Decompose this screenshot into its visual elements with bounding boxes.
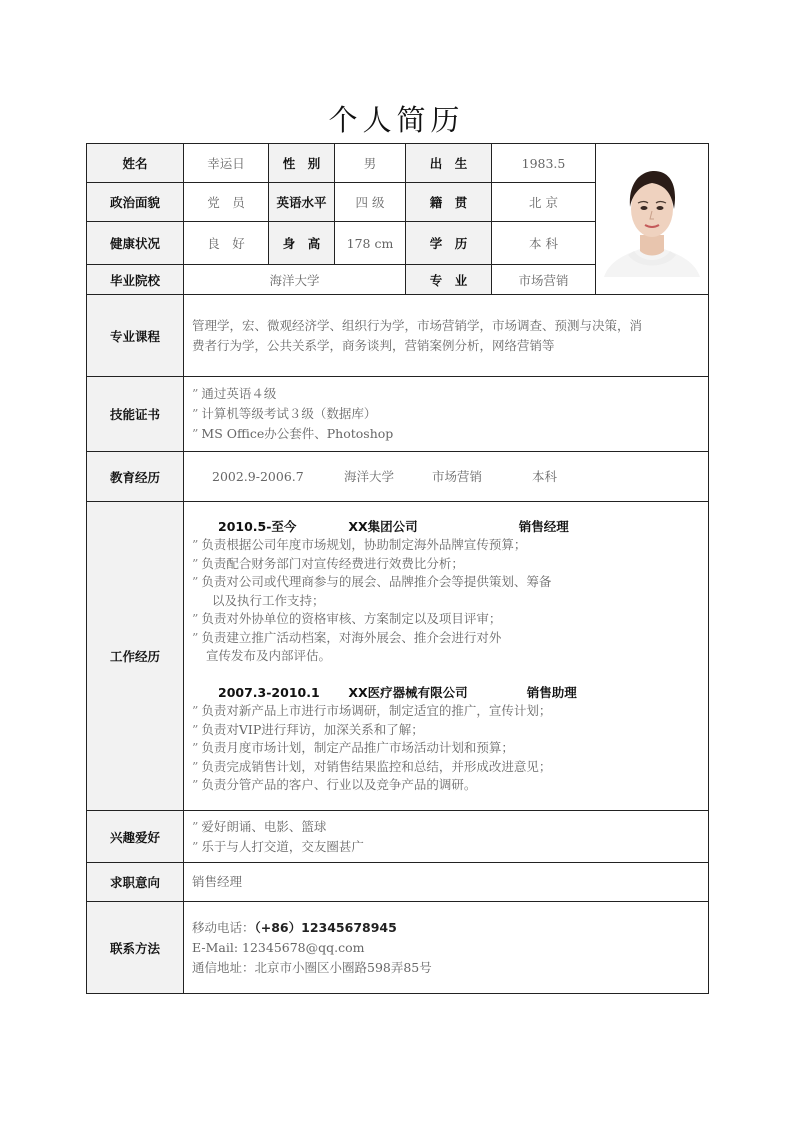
job-duty: ” 负责建立推广活动档案，对海外展会、推介会进行对外 <box>192 629 700 648</box>
native-value: 北 京 <box>492 183 596 222</box>
job-company: XX医疗器械有限公司 <box>348 684 468 700</box>
job-title: 销售经理 <box>518 518 569 534</box>
birth-label: 出 生 <box>406 144 492 183</box>
height-label: 身 高 <box>269 222 335 265</box>
objective-value: 销售经理 <box>192 874 243 889</box>
hobbies-list <box>184 817 708 857</box>
resume-table <box>86 143 709 994</box>
hobby-item: ” 乐于与人打交道，交友圈甚广 <box>192 837 700 857</box>
gender-label: 性 别 <box>269 144 335 183</box>
work-label: 工作经历 <box>87 502 184 811</box>
birth-value: 1983.5 <box>492 144 596 183</box>
portrait-photo <box>600 159 704 277</box>
job-duty-continued: 以及执行工作支持； <box>212 592 325 608</box>
native-label: 籍 贯 <box>406 183 492 222</box>
job-duty: ” 负责月度市场计划，制定产品推广市场活动计划和预算； <box>192 739 700 758</box>
job-duty: ” 负责对公司或代理商参与的展会、品牌推介会等提供策划、筹备 <box>192 573 700 592</box>
contact-cell <box>184 902 709 994</box>
major-value: 市场营销 <box>492 265 596 295</box>
resume-title: 个人简历 <box>328 103 465 137</box>
work-cell <box>184 502 709 811</box>
degree-label: 学 历 <box>406 222 492 265</box>
health-label: 健康状况 <box>87 222 184 265</box>
courses-list <box>184 316 708 356</box>
english-value: 四 级 <box>335 183 406 222</box>
job-company: XX集团公司 <box>348 518 418 534</box>
politics-label: 政治面貌 <box>87 183 184 222</box>
job-period: 2007.3-2010.1 <box>218 684 320 700</box>
contact-label: 联系方法 <box>87 902 184 994</box>
hobby-item: ” 爱好朗诵、电影、篮球 <box>192 817 700 837</box>
courses-line: 管理学，宏、微观经济学、组织行为学，市场营销学，市场调查、预测与决策，消 <box>192 317 643 333</box>
education-period: 2002.9-2006.7 <box>212 468 304 484</box>
contact-phone-row <box>192 918 700 938</box>
objective-cell <box>184 863 709 902</box>
education-entry <box>184 467 708 487</box>
certificates-cell <box>184 377 709 452</box>
english-label: 英语水平 <box>269 183 335 222</box>
job-duty: ” 负责根据公司年度市场规划，协助制定海外品牌宣传预算； <box>192 536 700 555</box>
courses-line: 费者行为学，公共关系学，商务谈判，营销案例分析，网络营销等 <box>192 337 555 353</box>
school-value: 海洋大学 <box>184 265 406 295</box>
job-duty: ” 负责配合财务部门对宣传经费进行效费比分析； <box>192 555 700 574</box>
certificates-label: 技能证书 <box>87 377 184 452</box>
certificate-item: ” MS Office办公套件、Photoshop <box>192 424 700 444</box>
job-duty: ” 负责完成销售计划，对销售结果监控和总结，并形成改进意见； <box>192 758 700 777</box>
health-value: 良 好 <box>184 222 269 265</box>
politics-value: 党 员 <box>184 183 269 222</box>
school-label: 毕业院校 <box>87 265 184 295</box>
hobbies-cell <box>184 811 709 863</box>
courses-label: 专业课程 <box>87 295 184 377</box>
job-duty: ” 负责对新产品上市进行市场调研，制定适宜的推广，宣传计划； <box>192 702 700 721</box>
job-header <box>192 518 700 537</box>
contact-phone-label: 移动电话： <box>192 919 255 935</box>
contact-email: E-Mail: 12345678@qq.com <box>192 939 365 955</box>
job-title: 销售助理 <box>526 684 577 700</box>
certificates-list <box>184 384 708 444</box>
education-degree: 本科 <box>531 468 557 484</box>
courses-cell <box>184 295 709 377</box>
job-duty: ” 负责分管产品的客户、行业以及竞争产品的调研。 <box>192 776 700 795</box>
name-label: 姓名 <box>87 144 184 183</box>
certificate-item: ” 计算机等级考试３级（数据库） <box>192 404 700 424</box>
education-cell <box>184 452 709 502</box>
job-duty-continued: 宣传发布及内部评估。 <box>206 648 332 663</box>
job-duty: ” 负责对外协单位的资格审核、方案制定以及项目评审； <box>192 610 700 629</box>
contact-phone: （+86）12345678945 <box>254 919 397 935</box>
education-school: 海洋大学 <box>343 468 394 484</box>
hobbies-label: 兴趣爱好 <box>87 811 184 863</box>
height-value: 178 cm <box>335 222 406 265</box>
education-label: 教育经历 <box>87 452 184 502</box>
objective-label: 求职意向 <box>87 863 184 902</box>
contact-list <box>184 918 708 978</box>
degree-value: 本 科 <box>492 222 596 265</box>
job-header <box>192 684 700 703</box>
job-duty: ” 负责对VIP进行拜访，加深关系和了解； <box>192 721 700 740</box>
work-list <box>184 518 708 795</box>
photo-cell <box>596 144 709 295</box>
major-label: 专 业 <box>406 265 492 295</box>
certificate-item: ” 通过英语４级 <box>192 384 700 404</box>
contact-address: 通信地址：北京市小圈区小圈路598弄85号 <box>192 959 432 975</box>
name-value: 幸运日 <box>184 144 269 183</box>
education-major: 市场营销 <box>431 468 482 484</box>
gender-value: 男 <box>335 144 406 183</box>
job-period: 2010.5-至今 <box>218 518 297 534</box>
